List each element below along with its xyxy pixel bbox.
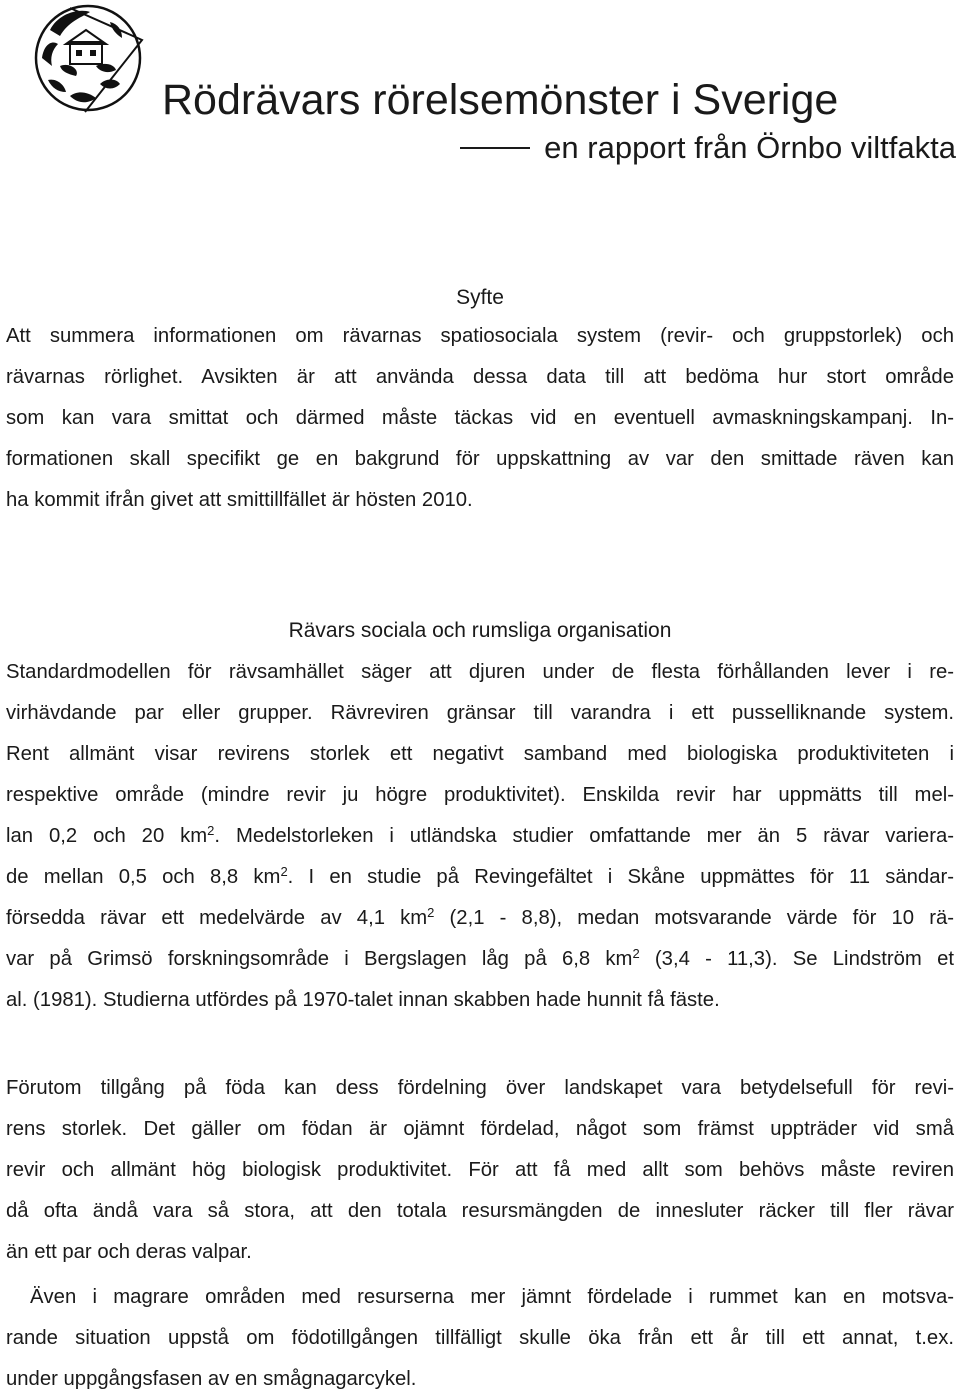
text-line: revir och allmänt hög biologisk produktivitet. För att få med allt som behövs måste reviren bbox=[6, 1159, 954, 1181]
text-line: respektive område (mindre revir ju högre produktivitet). Enskilda revir har uppmätts till mel- bbox=[6, 784, 954, 806]
text-line: ha kommit ifrån givet att smittillfället är hösten 2010. bbox=[6, 489, 473, 511]
text-line: var på Grimsö forskningsområde i Bergslagen låg på 6,8 $km^2$ (3,4 - 11,3). Se Lindström et bbox=[6, 946, 954, 970]
text-line: försedda rävar ett medelvärde av 4,1 $km^2$ (2,1 - 8,8), medan motsvarande värde för 10 rä- bbox=[6, 905, 954, 929]
subtitle-text: en rapport från Örnbo viltfakta bbox=[544, 130, 956, 165]
text-line: rande situation uppstå om födotillgången tillfälligt skulle öka från ett år till ett annat, t.ex. bbox=[6, 1327, 954, 1349]
paragraph-social bbox=[6, 652, 954, 1021]
text-line: Även i magrare områden med resurserna mer jämnt fördelade i rummet kan en motsva- bbox=[30, 1286, 954, 1308]
text-line: virhävdande par eller grupper. Rävreviren gränsar till varandra i ett pusselliknande system. bbox=[6, 702, 954, 724]
paragraph-resurser bbox=[6, 1068, 954, 1273]
text-line: än ett par och deras valpar. bbox=[6, 1241, 252, 1263]
section-heading-syfte: Syfte bbox=[456, 286, 504, 309]
text-line: rävarnas rörlighet. Avsikten är att använda dessa data till att bedöma hur stort område bbox=[6, 366, 954, 388]
text-line: Rent allmänt visar revirens storlek ett negativt samband med biologiska produktiviteten i bbox=[6, 743, 954, 765]
em-dash-rule bbox=[460, 147, 530, 149]
section-heading-social: Rävars sociala och rumsliga organisation bbox=[288, 619, 672, 642]
text-line: som kan vara smittat och därmed måste täckas vid en eventuell avmaskningskampanj. In- bbox=[6, 407, 954, 429]
page-title: Rödrävars rörelsemönster i Sverige bbox=[162, 76, 839, 124]
text-line: då ofta ändå vara så stora, att den totala resursmängden de innesluter räcker till fler rävar bbox=[6, 1200, 954, 1222]
text-line: al. (1981). Studierna utfördes på 1970-talet innan skabben hade hunnit få fäste. bbox=[6, 989, 720, 1011]
text-line: rens storlek. Det gäller om födan är ojämnt fördelad, något som främst uppträder vid små bbox=[6, 1118, 954, 1140]
text-line: formationen skall specifikt ge en bakgrund för uppskattning av var den smittade räven kan bbox=[6, 448, 954, 470]
text-line: lan 0,2 och 20 $km^2$. Medelstorleken i utländska studier omfattande mer än 5 rävar variera- bbox=[6, 823, 954, 847]
page-subtitle bbox=[460, 128, 956, 168]
paragraph-syfte bbox=[6, 316, 954, 521]
text-line: Förutom tillgång på föda kan dess fördelning över landskapet vara betydelsefull för revi- bbox=[6, 1077, 954, 1099]
paragraph-magra bbox=[6, 1277, 954, 1400]
text-line: de mellan 0,5 och 8,8 $km^2$. I en studie på Revingefältet i Skåne uppmättes för 11 sändar- bbox=[6, 864, 954, 888]
text-line: under uppgångsfasen av en smågnagarcykel. bbox=[6, 1368, 417, 1390]
text-line: Standardmodellen för rävsamhället säger att djuren under de flesta förhållanden lever i re- bbox=[6, 661, 954, 683]
text-line: Att summera informationen om rävarnas spatiosociala system (revir- och gruppstorlek) och bbox=[6, 325, 954, 347]
